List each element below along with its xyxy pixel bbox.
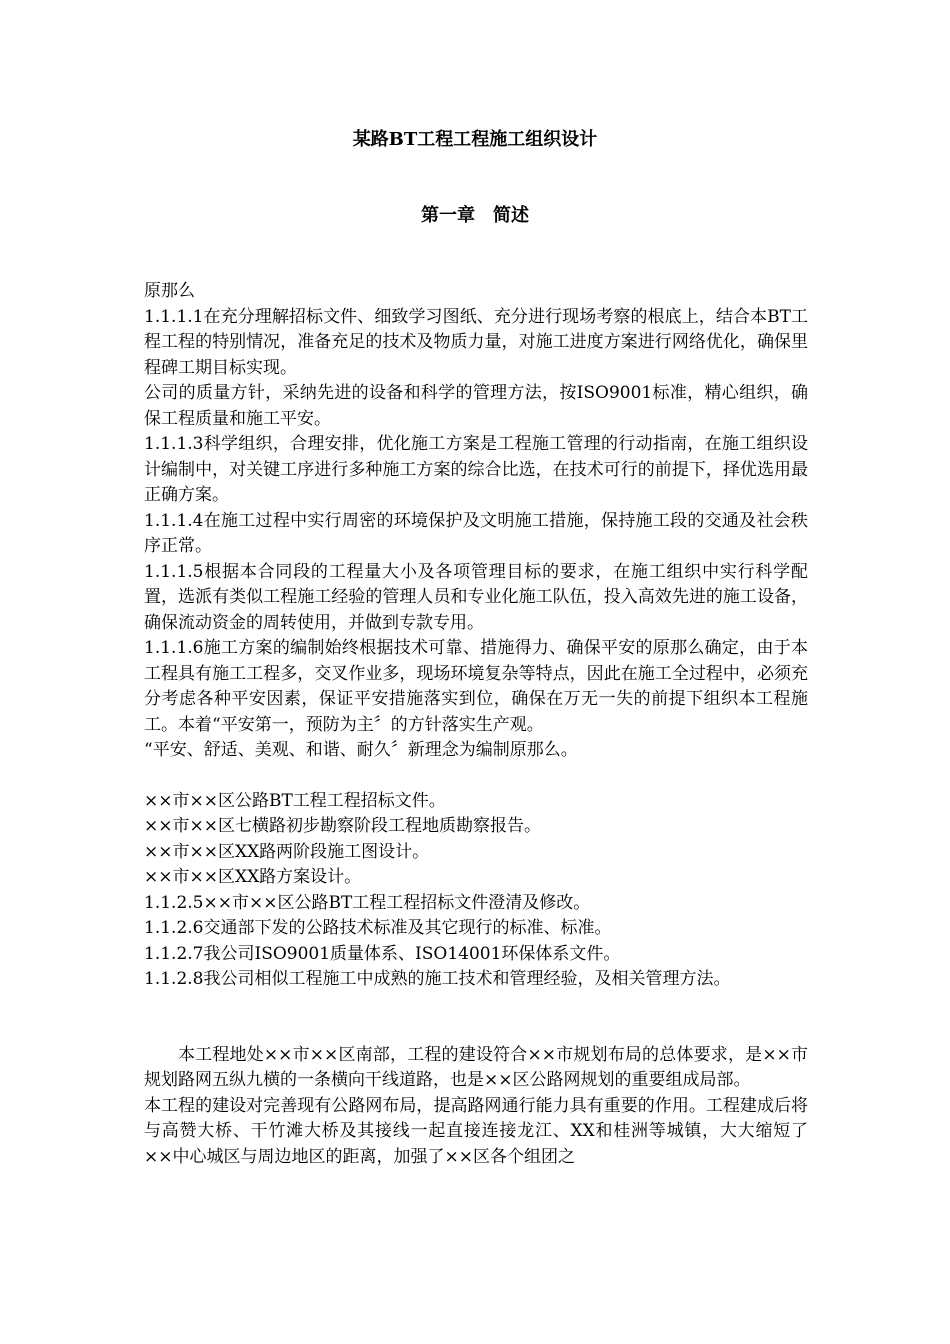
paragraph: “平安、舒适、美观、和谐、耐久〞新理念为编制原那么。 [144, 740, 578, 760]
list-item: ××市××区XX路两阶段施工图设计。 [144, 841, 430, 862]
document-title: 某路BT工程工程施工组织设计 [352, 129, 598, 150]
paragraph: 本工程地处××市××区南部，工程的建设符合××市规划布局的总体要求，是××市规划路网五纵九横的一条横向干线道路，也是××区公路网规划的重要组成局部。 [144, 1044, 808, 1090]
blank-line [144, 993, 808, 1043]
list-item: 1.1.2.5××市××区公路BT工程工程招标文件澄清及修改。 [144, 892, 591, 913]
list-item: ××市××区XX路方案设计。 [144, 867, 362, 887]
list-item: 1.1.2.8我公司相似工程施工中成熟的施工技术和管理经验，及相关管理方法。 [144, 969, 731, 989]
list-item: 1.1.2.6交通部下发的公路技术标准及其它现行的标准、标准。 [144, 918, 612, 938]
list-item: 1.1.2.7我公司ISO9001质量体系、ISO14001环保体系文件。 [144, 943, 621, 964]
blank-line [144, 764, 808, 789]
paragraph: 1.1.1.3科学组织，合理安排，优化施工方案是工程施工管理的行动指南，在施工组织设计编制中，对关键工序进行多种施工方案的综合比选，在技术可行的前提下，择优选用最正确方案。 [144, 434, 808, 505]
paragraph: 本工程的建设对完善现有公路网布局，提高路网通行能力具有重要的作用。工程建成后将与高赞大桥、干竹滩大桥及其接线一起直接连接龙江、XX和桂洲等城镇，大大缩短了××中心城区与周边地区的距离，加强了××区各个组团之 [144, 1095, 808, 1167]
list-item: ××市××区七横路初步勘察阶段工程地质勘察报告。 [144, 816, 541, 836]
chapter-title: 第一章 简述 [421, 205, 529, 226]
paragraph: 1.1.1.5根据本合同段的工程量大小及各项管理目标的要求，在施工组织中实行科学配置，选派有类似工程施工经验的管理人员和专业化施工队伍，投入高效先进的施工设备，确保流动资金的周转使用，并做到专款专用。 [144, 561, 808, 633]
paragraph: 1.1.1.1在充分理解招标文件、细致学习图纸、充分进行现场考察的根底上，结合本BT工程工程的特别情况，准备充足的技术及物质力量，对施工进度方案进行网络优化，确保里程碑工期目标实现。 [144, 306, 808, 378]
paragraph: 1.1.1.6施工方案的编制始终根据技术可靠、措施得力、确保平安的原那么确定，由于本工程具有施工工程多，交叉作业多，现场环境复杂等特点，因此在施工全过程中，必须充分考虑各种平安因素，保证平安措施落实到位，确保在万无一失的前提下组织本工程施工。本着“平安第一，预防为主〞的方针落实生产观。 [144, 638, 808, 735]
section-heading: 原那么 [144, 281, 195, 301]
document-body [144, 279, 808, 1170]
paragraph: 1.1.1.4在施工过程中实行周密的环境保护及文明施工措施，保持施工段的交通及社会秩序正常。 [144, 510, 808, 556]
list-item: ××市××区公路BT工程工程招标文件。 [144, 790, 446, 811]
paragraph: 公司的质量方针，采纳先进的设备和科学的管理方法，按ISO9001标准，精心组织，确保工程质量和施工平安。 [144, 383, 808, 429]
